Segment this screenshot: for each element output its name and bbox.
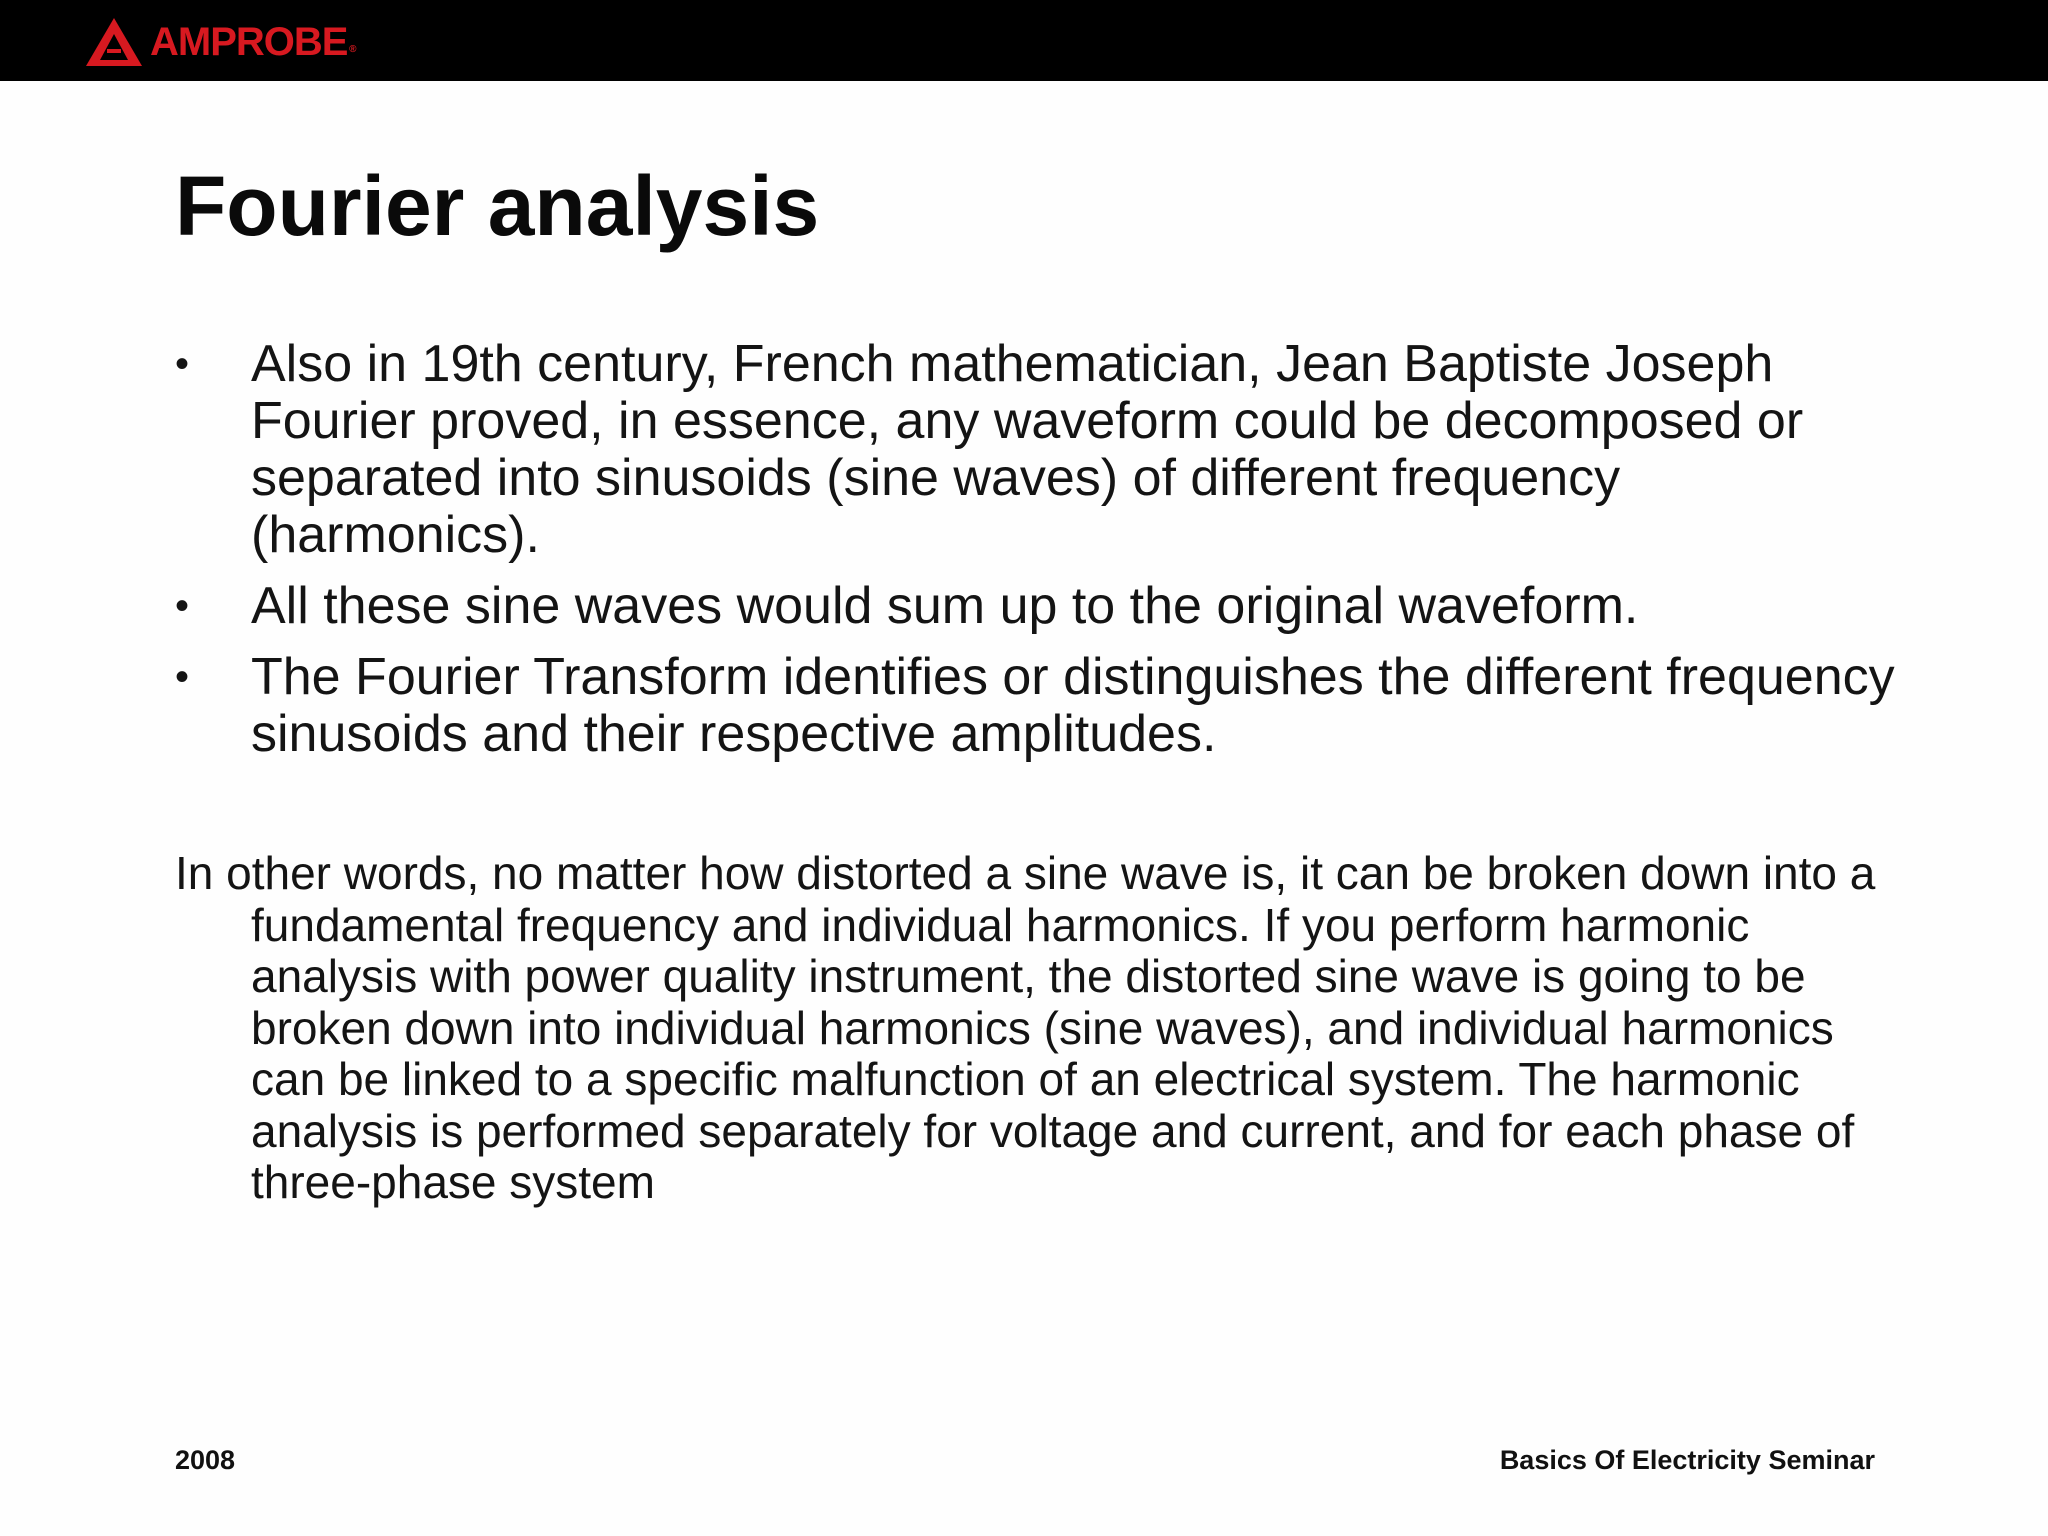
body-paragraph: In other words, no matter how distorted a sine wave is, it can be broken down into a fundamental frequency and individual harmonics. If you perform harmonic analysis with power quality instrument, the distorted sine wave is going to be broken down into individual harmonics (sine waves), and individual harmonics can be linked to a specific malfunction of an electrical system. The harmonic analysis is performed separately for voltage and current, and for each phase of three-phase system <box>175 847 1876 1208</box>
logo-wordmark <box>150 14 357 70</box>
bullet-text: Also in 19th century, French mathematician, Jean Baptiste Joseph Fourier proved, in essence, any waveform could be decomposed or separated into sinusoids (sine waves) of different frequency (harmonics). <box>251 335 1804 564</box>
bullet-list <box>175 336 1895 777</box>
bullet-marker: • <box>175 584 190 628</box>
amprobe-logo <box>84 14 357 70</box>
bullet-marker: • <box>175 342 190 386</box>
bullet-marker: • <box>175 655 190 699</box>
bullet-item <box>175 578 1895 635</box>
footer-seminar-title: Basics Of Electricity Seminar <box>1499 1445 1875 1475</box>
footer-year: 2008 <box>175 1445 236 1475</box>
slide-title: Fourier analysis <box>175 159 820 253</box>
amprobe-triangle-logo-icon <box>84 16 144 68</box>
bullet-text: The Fourier Transform identifies or distinguishes the different frequency sinusoids and their respective amplitudes. <box>251 648 1895 763</box>
bullet-text: All these sine waves would sum up to the original waveform. <box>251 577 1639 635</box>
logo-text: AMPROBE <box>150 20 348 64</box>
bullet-item <box>175 649 1895 763</box>
header-bar <box>0 0 2048 81</box>
registered-mark: ® <box>349 44 357 55</box>
bullet-item <box>175 336 1895 564</box>
